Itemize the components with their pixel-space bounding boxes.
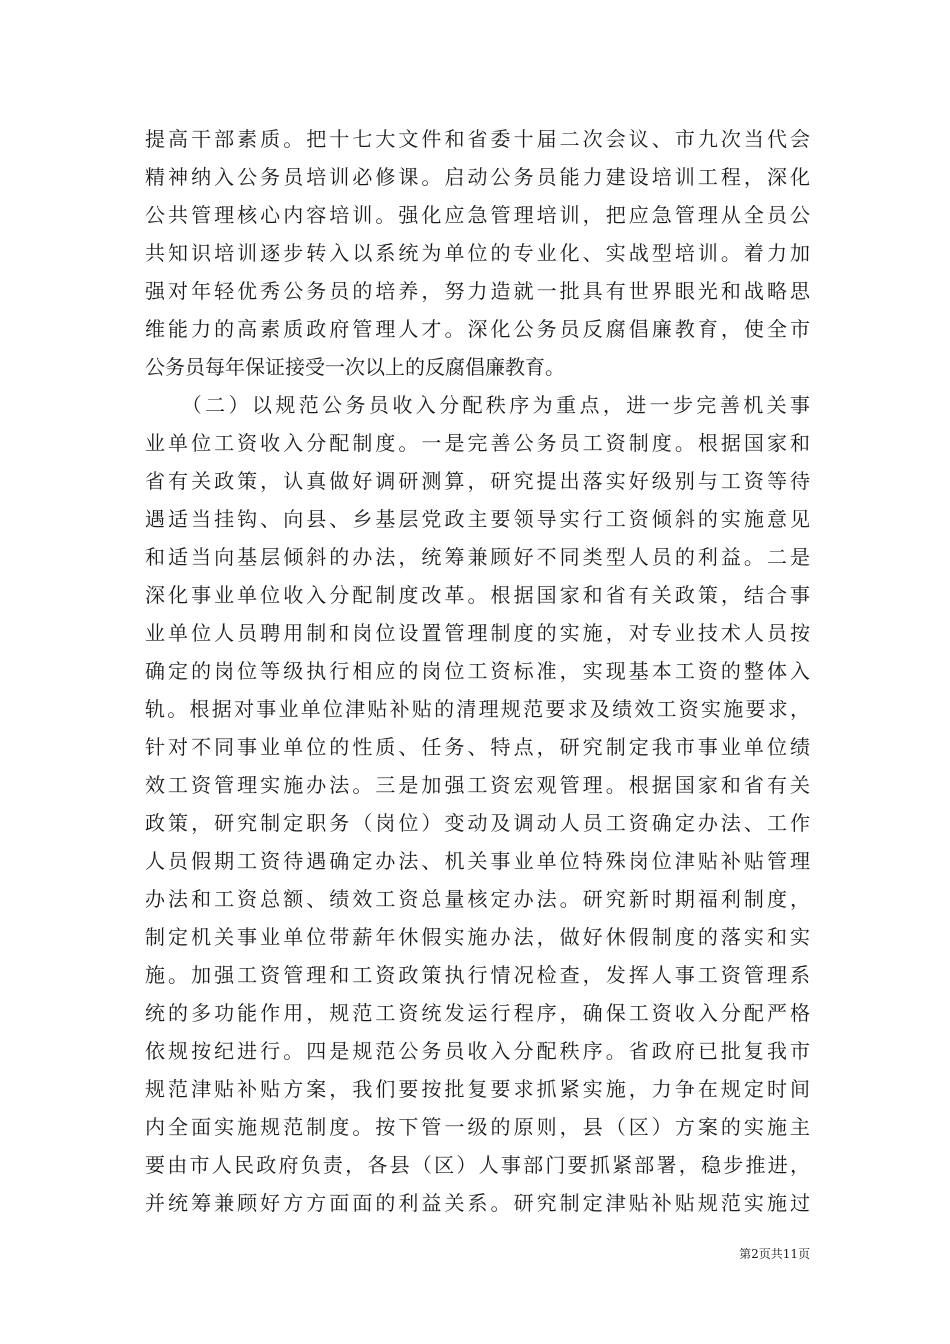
text-line: 业单位工资收入分配制度。一是完善公务员工资制度。根据国家和	[145, 431, 810, 455]
text-line: 强对年轻优秀公务员的培养，努力造就一批具有世界眼光和战略思	[145, 279, 810, 303]
text-line: 提高干部素质。把十七大文件和省委十届二次会议、市九次当代会	[145, 127, 810, 151]
text-line: 针对不同事业单位的性质、任务、特点，研究制定我市事业单位绩	[145, 735, 810, 759]
text-line: 统的多功能作用，规范工资统发运行程序，确保工资收入分配严格	[145, 1001, 810, 1025]
text-line: 并统筹兼顾好方方面面的利益关系。研究制定津贴补贴规范实施过	[145, 1191, 810, 1215]
text-line: 人员假期工资待遇确定办法、机关事业单位特殊岗位津贴补贴管理	[145, 849, 810, 873]
text-line: 要由市人民政府负责，各县（区）人事部门要抓紧部署，稳步推进，	[145, 1153, 810, 1177]
text-line: 确定的岗位等级执行相应的岗位工资标准，实现基本工资的整体入	[145, 659, 810, 683]
text-line: 政策，研究制定职务（岗位）变动及调动人员工资确定办法、工作	[145, 811, 810, 835]
text-line: 遇适当挂钩、向县、乡基层党政主要领导实行工资倾斜的实施意见	[145, 507, 810, 531]
text-line: 公务员每年保证接受一次以上的反腐倡廉教育。	[145, 355, 565, 379]
body-text	[145, 120, 810, 1222]
page-number: 第2页共11页	[739, 1247, 810, 1261]
text-line: 内全面实施规范制度。按下管一级的原则，县（区）方案的实施主	[145, 1115, 810, 1139]
text-line: 业单位人员聘用制和岗位设置管理制度的实施，对专业技术人员按	[145, 621, 810, 645]
text-line: 公共管理核心内容培训。强化应急管理培训，把应急管理从全员公	[145, 203, 810, 227]
text-line: 施。加强工资管理和工资政策执行情况检查，发挥人事工资管理系	[145, 963, 810, 987]
text-line: 精神纳入公务员培训必修课。启动公务员能力建设培训工程，深化	[145, 165, 810, 189]
text-line: 和适当向基层倾斜的办法，统筹兼顾好不同类型人员的利益。二是	[145, 545, 810, 569]
text-line: （二）以规范公务员收入分配秩序为重点，进一步完善机关事	[145, 393, 810, 417]
text-line: 轨。根据对事业单位津贴补贴的清理规范要求及绩效工资实施要求，	[145, 697, 810, 721]
text-line: 深化事业单位收入分配制度改革。根据国家和省有关政策，结合事	[145, 583, 810, 607]
text-line: 制定机关事业单位带薪年休假实施办法，做好休假制度的落实和实	[145, 925, 810, 949]
text-line: 省有关政策，认真做好调研测算，研究提出落实好级别与工资等待	[145, 469, 810, 493]
text-line: 共知识培训逐步转入以系统为单位的专业化、实战型培训。着力加	[145, 241, 810, 265]
text-line: 办法和工资总额、绩效工资总量核定办法。研究新时期福利制度，	[145, 887, 810, 911]
text-line: 规范津贴补贴方案，我们要按批复要求抓紧实施，力争在规定时间	[145, 1077, 810, 1101]
text-line: 依规按纪进行。四是规范公务员收入分配秩序。省政府已批复我市	[145, 1039, 810, 1063]
text-line: 维能力的高素质政府管理人才。深化公务员反腐倡廉教育，使全市	[145, 317, 810, 341]
text-line: 效工资管理实施办法。三是加强工资宏观管理。根据国家和省有关	[145, 773, 810, 797]
